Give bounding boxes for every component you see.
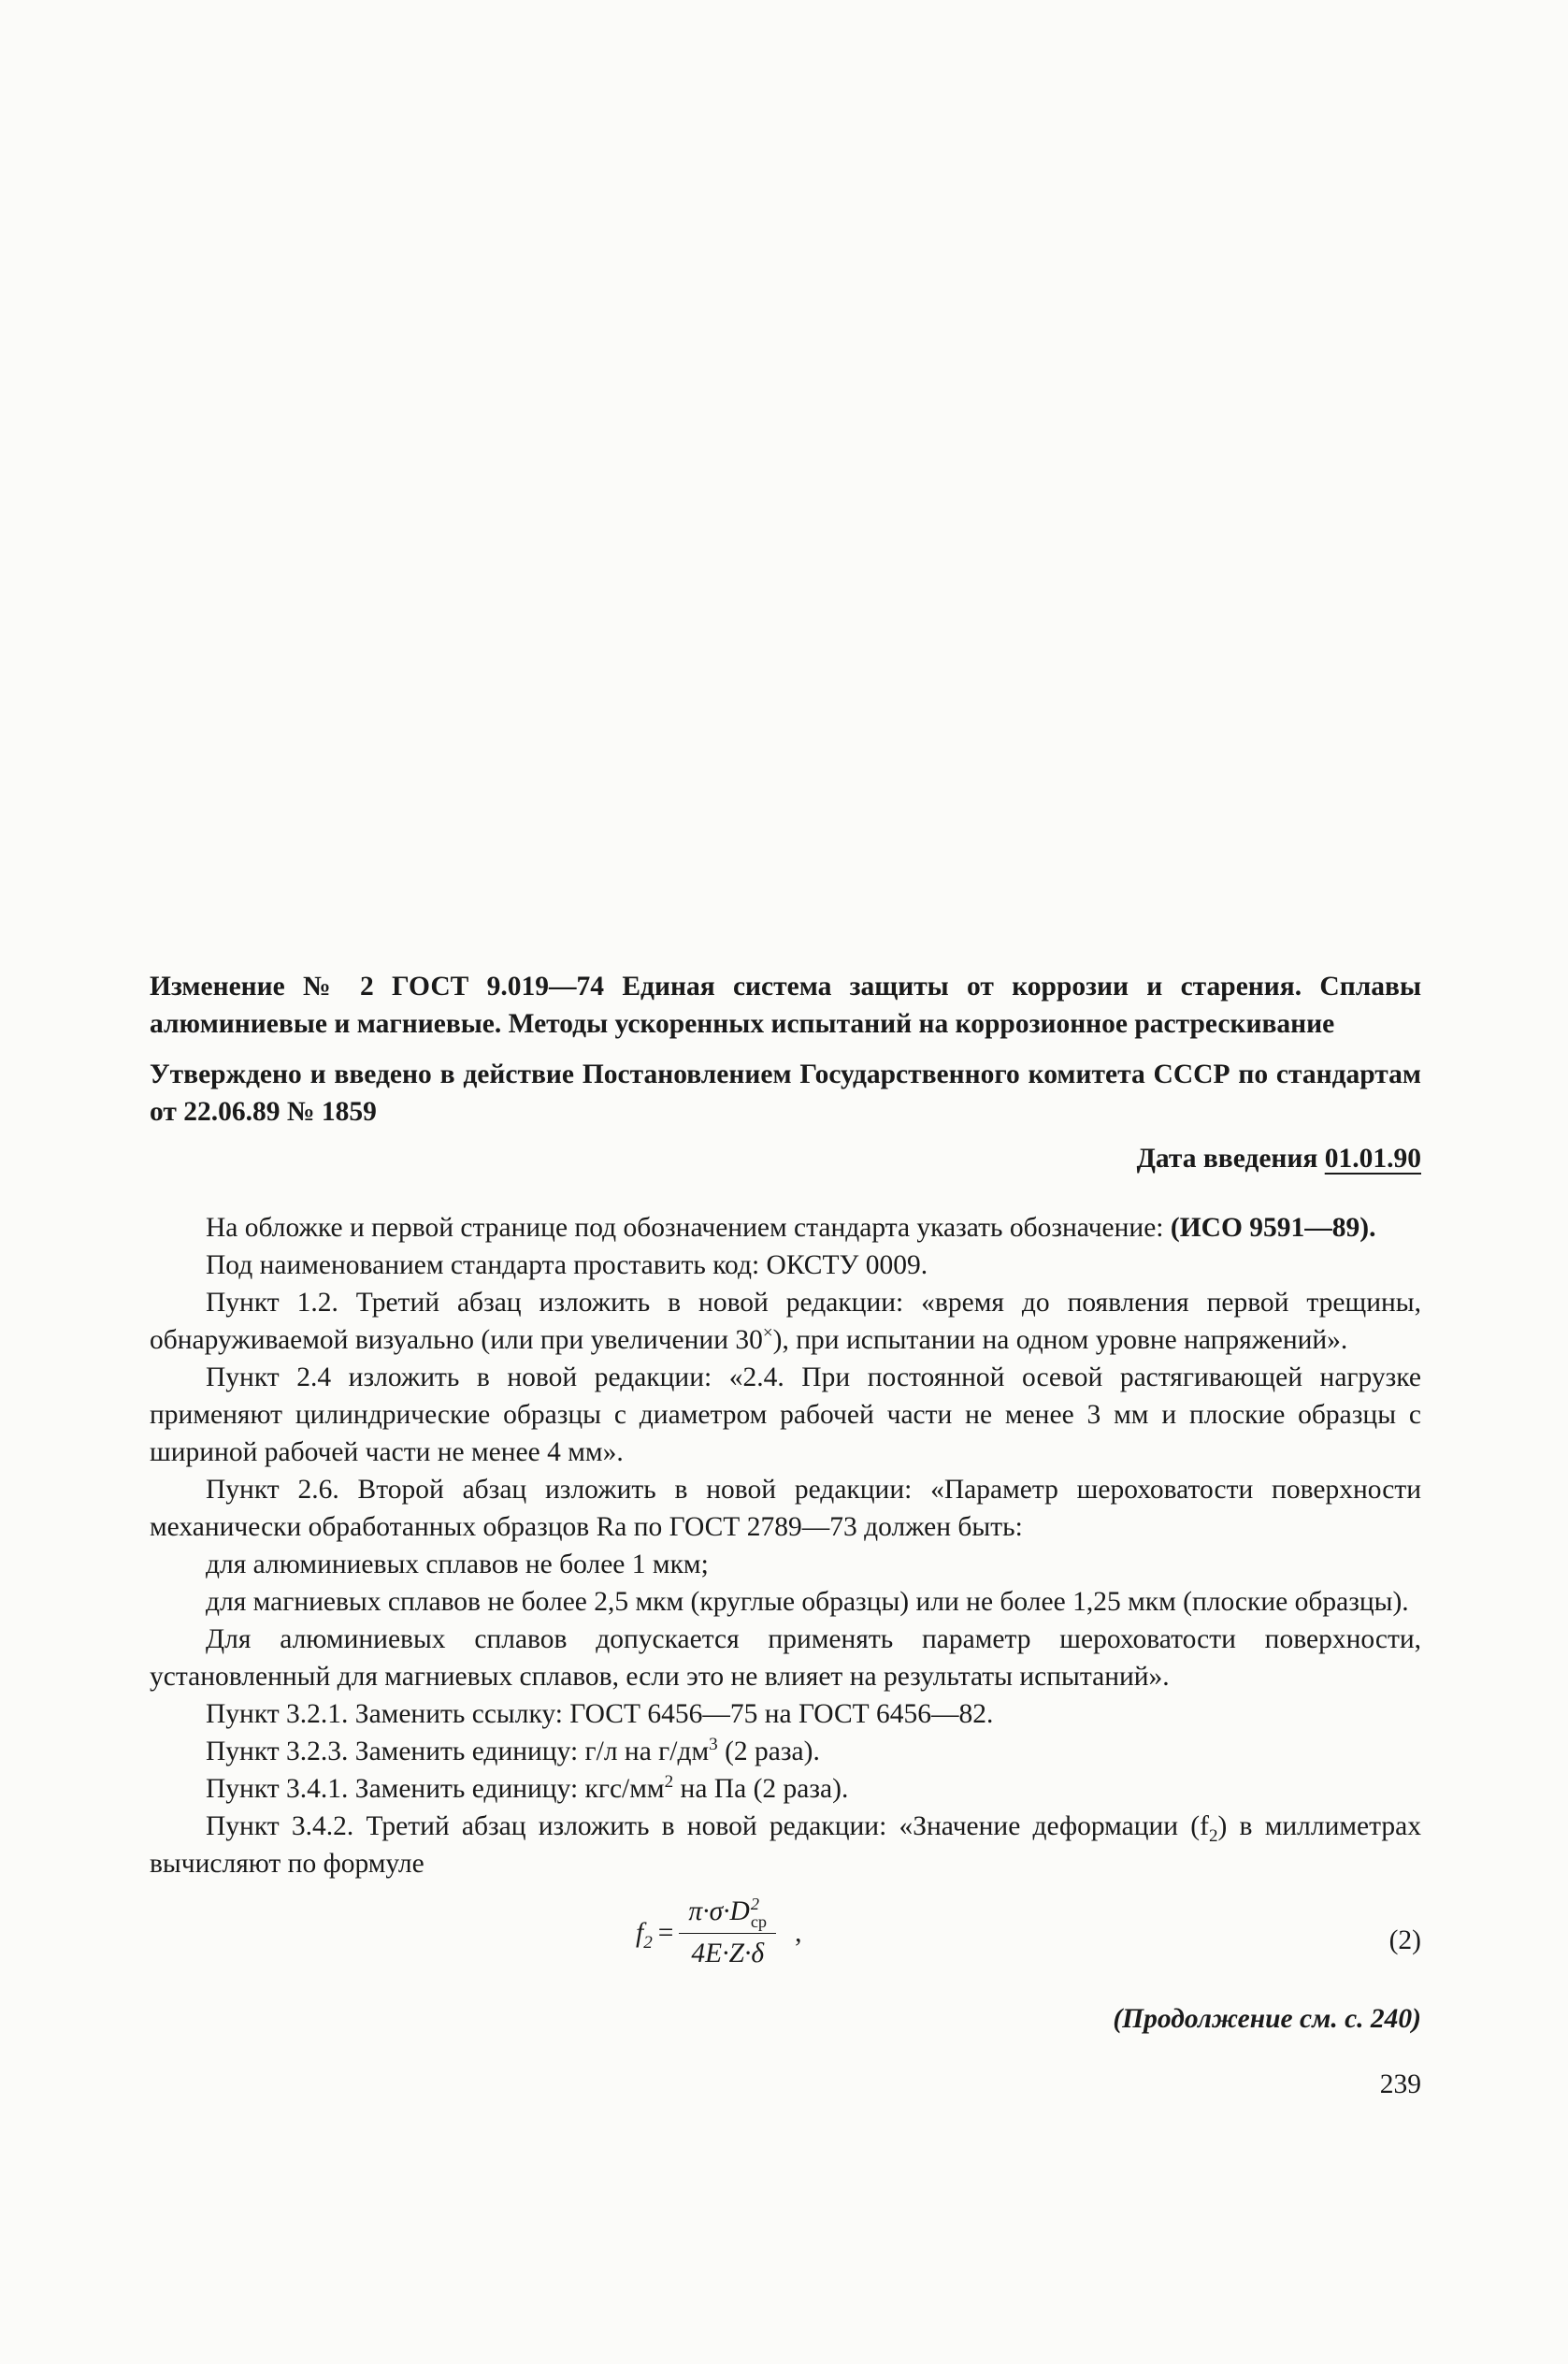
paragraph: для магниевых сплавов не более 2,5 мкм (круглые образцы) или не более 1,25 мкм (плоские образцы). bbox=[206, 1587, 1409, 1617]
date-value: 01.01.90 bbox=[1324, 1144, 1421, 1174]
formula-equals: = bbox=[657, 1917, 674, 1948]
approval-note: Утверждено и введено в действие Постановлением Государственного комитета СССР по стандартам от 22.06.89 № 1859 bbox=[150, 1059, 1421, 1127]
paragraph: Пункт 2.4 изложить в новой редакции: «2.4. При постоянной осевой растягивающей нагрузке применяют цилиндрические образцы с диаметром рабочей части не менее 3 мм и плоские образцы с шириной рабочей части не менее 4 мм». bbox=[150, 1362, 1421, 1467]
paragraph: Для алюминиевых сплавов допускается применять параметр шероховатости поверхности, установленный для магниевых сплавов, если это не влияет на результаты испытаний». bbox=[150, 1624, 1421, 1692]
paragraph: Пункт 2.6. Второй абзац изложить в новой редакции: «Параметр шероховатости поверхности механически обработанных образцов Ra по ГОСТ 2789—73 должен быть: bbox=[150, 1475, 1421, 1542]
formula-lhs: $f_2$ bbox=[636, 1917, 653, 1953]
formula-denominator: 4E·Z·δ bbox=[691, 1939, 765, 1969]
deformation-formula bbox=[636, 1894, 801, 1971]
formula-comma: , bbox=[795, 1917, 802, 1948]
paragraph: Пункт 3.2.3. Заменить единицу: г/л на $г/дм^3$ (2 раза). bbox=[206, 1735, 820, 1766]
effective-date bbox=[150, 1140, 1421, 1177]
date-label: Дата введения bbox=[1136, 1144, 1318, 1174]
page-number: 239 bbox=[1379, 2068, 1421, 2099]
paragraphs bbox=[150, 1209, 1421, 1882]
formula-numerator: π·σ·D 2 ср bbox=[679, 1894, 776, 1934]
formula-fraction bbox=[679, 1894, 776, 1971]
paragraph: На обложке и первой странице под обозначением стандарта указать обозначение: (ИСО 9591—89). bbox=[206, 1213, 1376, 1243]
equation-number: (2) bbox=[1388, 1925, 1421, 1955]
paragraph: Под наименованием стандарта проставить код: ОКСТУ 0009. bbox=[206, 1250, 928, 1280]
content bbox=[150, 968, 1421, 2130]
continuation-note: (Продолжение см. с. 240) bbox=[1113, 2004, 1421, 2034]
paragraph: Пункт 3.4.1. Заменить единицу: кгс/$мм^2$ на Па (2 раза). bbox=[206, 1772, 849, 1804]
paragraph: Пункт 3.4.2. Третий абзац изложить в новой редакции: «Значение деформации $(f_2)$ в миллиметрах вычисляют по формуле bbox=[150, 1811, 1421, 1879]
amendment-title: Изменение № 2 ГОСТ 9.019—74 Единая система защиты от коррозии и старения. Сплавы алюминиевые и магниевые. Методы ускоренных испытаний на коррозионное растрескивание bbox=[150, 972, 1421, 1039]
paragraph: Пункт 3.2.1. Заменить ссылку: ГОСТ 6456—75 на ГОСТ 6456—82. bbox=[206, 1699, 994, 1729]
paragraph: Пункт 1.2. Третий абзац изложить в новой редакции: «время до появления первой трещины, обнаруживаемой визуально (или при увеличении 30×), при испытании на одном уровне напряжений». bbox=[150, 1288, 1421, 1355]
paragraph: для алюминиевых сплавов не более 1 мкм; bbox=[206, 1550, 709, 1579]
formula-block bbox=[150, 1888, 1421, 1991]
